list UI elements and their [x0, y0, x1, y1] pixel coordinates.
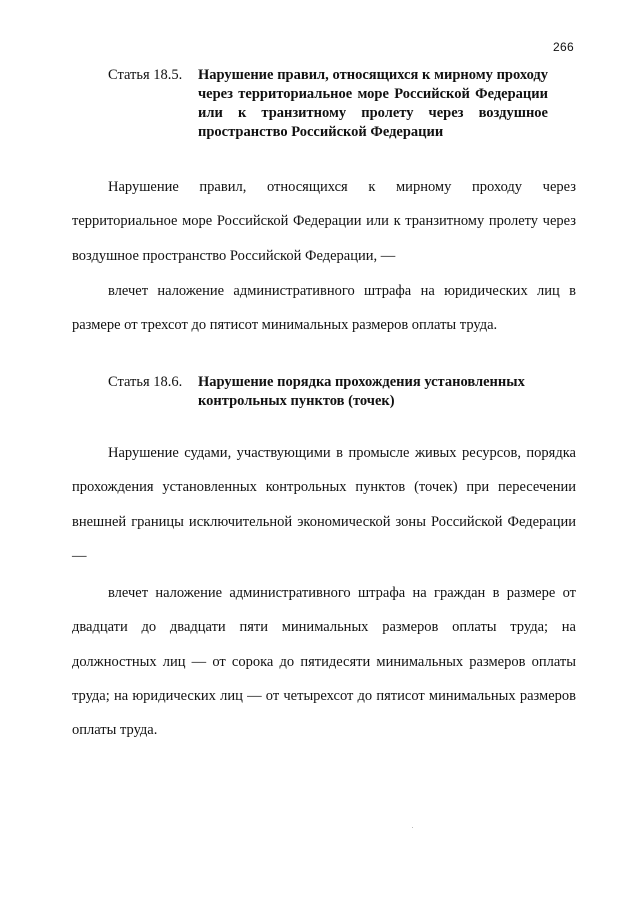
article-paragraph: влечет наложение административного штрафа на юридических лиц в размере от трехсот до пятисот минимальных размеров оплаты труда. [72, 283, 576, 334]
article-title: Нарушение правил, относящихся к мирному проходу через территориальное море Российской Федерации или к транзитному пролету через воздушное пространство Российской Федерации [198, 67, 548, 140]
article-paragraph: Нарушение правил, относящихся к мирному проходу через территориальное море Российской Федерации или к транзитному пролету через воздушное пространство Российской Федерации, — [72, 179, 576, 264]
article-paragraph: влечет наложение административного штрафа на граждан в размере от двадцати до двадцати пяти минимальных размеров оплаты труда; на должностных лиц — от сорока до пятидесяти минимальных размеров оплаты труда; на юридических лиц — от четырехсот до пятисот минимальных размеров оплаты труда. [72, 585, 576, 739]
article-heading-18-6 [108, 373, 548, 411]
article-title: Нарушение порядка прохождения установленных контрольных пунктов (точек) [198, 374, 525, 409]
article-number: Статья 18.6. [108, 374, 183, 390]
article-paragraph: Нарушение судами, участвующими в промысле живых ресурсов, порядка прохождения установленных контрольных пунктов (точек) при пересечении внешней границы исключительной экономической зоны Российской Федерации — [72, 445, 576, 564]
scan-artifact-dot [412, 827, 413, 828]
article-number: Статья 18.5. [108, 67, 183, 83]
article-heading-18-5 [108, 66, 548, 142]
page-number: 266 [553, 40, 574, 54]
